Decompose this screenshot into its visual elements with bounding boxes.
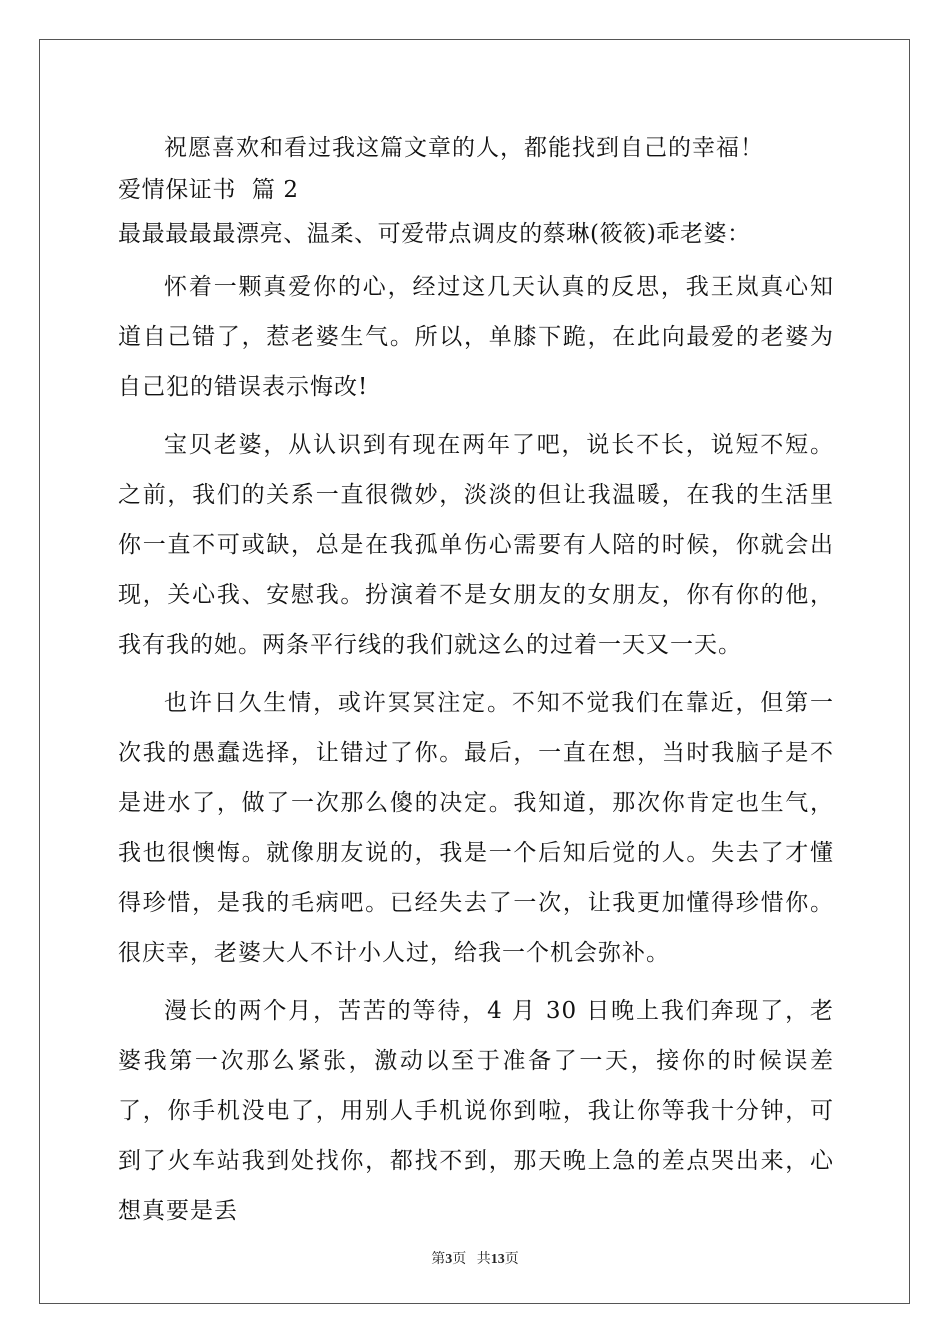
paragraph: 漫长的两个月，苦苦的等待，4 月 30 日晚上我们奔现了，老婆我第一次那么紧张，激动以至于准备了一天，接你的时候误差了，你手机没电了，用别人手机说你到啦，我让你等我十分钟，可到了火车站我到处找你，都找不到，那天晚上急的差点哭出来，心想真要是丢 <box>118 998 834 1224</box>
footer-page-total: 13 <box>490 1252 505 1267</box>
opening-line: 祝愿喜欢和看过我这篇文章的人，都能找到自己的幸福！ <box>164 135 764 161</box>
paragraph: 也许日久生情，或许冥冥注定。不知不觉我们在靠近，但第一次我的愚蠢选择，让错过了你。最后，一直在想，当时我脑子是不是进水了，做了一次那么傻的决定。我知道，那次你肯定也生气，我也很懊悔。就像朋友说的，我是一个后知后觉的人。失去了才懂得珍惜，是我的毛病吧。已经失去了一次，让我更加懂得珍惜你。很庆幸，老婆大人不计小人过，给我一个机会弥补。 <box>118 690 834 966</box>
paragraph: 怀着一颗真爱你的心，经过这几天认真的反思，我王岚真心知道自己错了，惹老婆生气。所以，单膝下跪，在此向最爱的老婆为自己犯的错误表示悔改! <box>118 274 834 400</box>
footer-page-number: 3 <box>445 1252 453 1267</box>
paragraph: 宝贝老婆，从认识到有现在两年了吧，说长不长，说短不短。之前，我们的关系一直很微妙，淡淡的但让我温暖，在我的生活里你一直不可或缺，总是在我孤单伤心需要有人陪的时候，你就会出现，关心我、安慰我。扮演着不是女朋友的女朋友，你有你的他，我有我的她。两条平行线的我们就这么的过着一天又一天。 <box>118 432 834 658</box>
page-footer <box>0 1248 950 1268</box>
section-title: 爱情保证书 篇 2 <box>118 177 299 203</box>
salutation: 最最最最最漂亮、温柔、可爱带点调皮的蔡琳(筱筱)乖老婆： <box>118 221 751 247</box>
footer-suffix: 页 <box>504 1252 519 1267</box>
document-body <box>118 128 834 1236</box>
footer-mid: 页 共 <box>452 1252 491 1267</box>
footer-prefix: 第 <box>431 1252 446 1267</box>
